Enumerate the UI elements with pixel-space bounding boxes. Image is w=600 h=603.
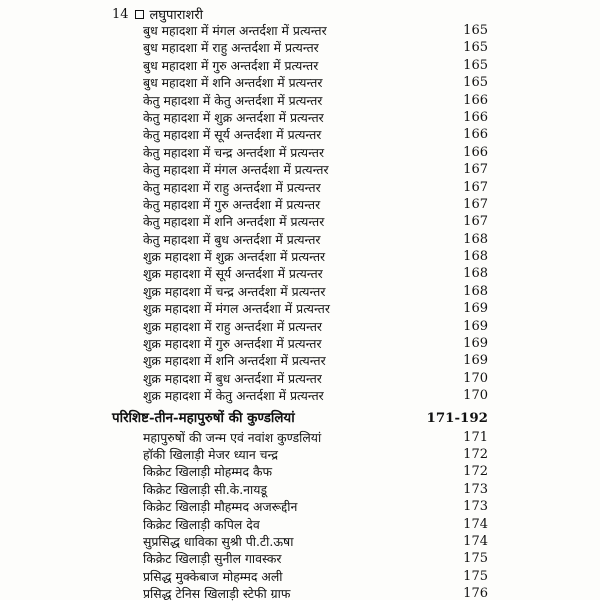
toc-entry-page: 168 <box>463 231 488 247</box>
toc-entry-page: 176 <box>463 586 488 602</box>
toc-entry <box>0 144 600 161</box>
toc-entry-page: 172 <box>463 446 488 462</box>
toc-entry <box>0 213 600 230</box>
toc-entry-page: 169 <box>463 353 488 369</box>
toc-entry <box>0 550 600 567</box>
toc-entry-page: 175 <box>463 568 488 584</box>
toc-entry <box>0 352 600 369</box>
toc-entry-page: 173 <box>463 481 488 497</box>
page-number: 14 <box>112 6 129 22</box>
toc-entry-title: केतु महादशा में बुध अन्तर्दशा में प्रत्यन्तर <box>143 231 321 247</box>
toc-entry-title: शुक्र महादशा में केतु अन्तर्दशा में प्रत्यन्तर <box>143 388 324 404</box>
toc-entry-page: 168 <box>463 266 488 282</box>
toc-entry-title: शुक्र महादशा में बुध अन्तर्दशा में प्रत्यन्तर <box>143 370 322 386</box>
toc-entry <box>0 446 600 463</box>
toc-entry <box>0 248 600 265</box>
toc-entry-page: 166 <box>463 127 488 143</box>
toc-entry-page: 167 <box>463 162 488 178</box>
toc-entry-page: 169 <box>463 318 488 334</box>
toc-entry-title: हॉकी खिलाड़ी मेजर ध्यान चन्द्र <box>143 446 278 462</box>
toc-entry-page: 174 <box>463 516 488 532</box>
toc-entry <box>0 283 600 300</box>
toc-entry-title: केतु महादशा में सूर्य अन्तर्दशा में प्रत्यन्तर <box>143 127 322 143</box>
toc-entry-title: शुक्र महादशा में राहु अन्तर्दशा में प्रत्यन्तर <box>143 318 322 334</box>
toc-entry-title: महापुरुषों की जन्म एवं नवांश कुण्डलियां <box>143 429 322 445</box>
toc-entry <box>0 300 600 317</box>
toc-entry-title: बुध महादशा में गुरु अन्तर्दशा में प्रत्यन्तर <box>143 57 319 73</box>
toc-entry <box>0 126 600 143</box>
toc-entry <box>0 463 600 480</box>
toc-entry-page: 169 <box>463 336 488 352</box>
toc-entry-title: केतु महादशा में गुरु अन्तर्दशा में प्रत्यन्तर <box>143 196 321 212</box>
toc-entry-title: किक्रेट खिलाड़ी मौहम्मद अजरूद्दीन <box>143 499 298 515</box>
toc-entry <box>0 57 600 74</box>
toc-entry-title: शुक्र महादशा में मंगल अन्तर्दशा में प्रत्यन्तर <box>143 301 330 317</box>
toc-entry-title: शुक्र महादशा में सूर्य अन्तर्दशा में प्रत्यन्तर <box>143 266 323 282</box>
toc-entry-page: 166 <box>463 92 488 108</box>
toc-entry-title: बुध महादशा में राहु अन्तर्दशा में प्रत्यन्तर <box>143 40 319 56</box>
section-title: परिशिष्ट-तीन-महापुरुषों की कुण्डलियां <box>112 409 295 426</box>
toc-entry-title: केतु महादशा में राहु अन्तर्दशा में प्रत्यन्तर <box>143 179 321 195</box>
toc-entry-page: 172 <box>463 464 488 480</box>
toc-entry <box>0 231 600 248</box>
toc-entry-title: केतु महादशा में शनि अन्तर्दशा में प्रत्यन्तर <box>143 214 325 230</box>
toc-entry <box>0 533 600 550</box>
book-title: लघुपाराशरी <box>149 8 204 23</box>
toc-entry-title: केतु महादशा में शुक्र अन्तर्दशा में प्रत्यन्तर <box>143 109 324 125</box>
toc-entry-title: बुध महादशा में शनि अन्तर्दशा में प्रत्यन्तर <box>143 75 323 91</box>
toc-entry-page: 165 <box>463 57 488 73</box>
toc-entry <box>0 318 600 335</box>
toc-entry <box>0 516 600 533</box>
toc-entry-title: प्रसिद्ध टेनिस खिलाड़ी स्टेफी ग्राफ <box>143 586 291 602</box>
toc-entry-title: सुप्रसिद्ध धाविका सुश्री पी.टी.ऊषा <box>143 533 294 549</box>
toc-entry-page: 167 <box>463 196 488 212</box>
toc-entry-page: 175 <box>463 551 488 567</box>
toc-entry-page: 165 <box>463 40 488 56</box>
toc-entry-title: बुध महादशा में मंगल अन्तर्दशा में प्रत्यन्तर <box>143 23 327 38</box>
toc-entry-title: किक्रेट खिलाड़ी मोहम्मद कैफ <box>143 464 273 480</box>
toc-entry-title: किक्रेट खिलाड़ी कपिल देव <box>143 516 260 532</box>
toc-entry-title: केतु महादशा में चन्द्र अन्तर्दशा में प्रत्यन्तर <box>143 144 325 160</box>
toc-entry <box>0 74 600 91</box>
toc-entry <box>0 196 600 213</box>
toc-entry-page: 173 <box>463 499 488 515</box>
toc-entry <box>0 429 600 446</box>
toc-entry <box>0 22 600 39</box>
toc-entry-page: 166 <box>463 144 488 160</box>
toc-entry <box>0 568 600 585</box>
toc-entry-page: 169 <box>463 301 488 317</box>
toc-entry-page: 174 <box>463 533 488 549</box>
toc-entry <box>0 179 600 196</box>
section-page-range: 171-192 <box>426 409 488 426</box>
running-header <box>112 5 203 23</box>
toc-entry-page: 170 <box>463 370 488 386</box>
toc-entry <box>0 498 600 515</box>
toc-entry <box>0 370 600 387</box>
toc-entry-page: 170 <box>463 388 488 404</box>
toc-entry-page: 168 <box>463 249 488 265</box>
toc-entry-page: 171 <box>463 429 488 445</box>
toc-entry-page: 165 <box>463 23 488 38</box>
toc-entry <box>0 387 600 404</box>
toc-entry <box>0 92 600 109</box>
toc-entry-page: 167 <box>463 179 488 195</box>
toc-entry-title: केतु महादशा में केतु अन्तर्दशा में प्रत्यन्तर <box>143 92 323 108</box>
toc-entry <box>0 109 600 126</box>
toc-entry-title: किक्रेट खिलाड़ी सी.के.नायडू <box>143 481 268 497</box>
toc-entry-title: शुक्र महादशा में शुक्र अन्तर्दशा में प्रत्यन्तर <box>143 249 326 265</box>
toc-entry <box>0 335 600 352</box>
toc-entry-page: 167 <box>463 214 488 230</box>
toc-entry <box>0 265 600 282</box>
toc-entry-page: 166 <box>463 109 488 125</box>
square-bullet-icon <box>135 10 144 19</box>
toc-entry <box>0 39 600 56</box>
toc-entry-page: 168 <box>463 283 488 299</box>
toc-entry <box>0 161 600 178</box>
toc-entry-title: शुक्र महादशा में गुरु अन्तर्दशा में प्रत्यन्तर <box>143 336 322 352</box>
toc-entry-title: केतु महादशा में मंगल अन्तर्दशा में प्रत्यन्तर <box>143 162 329 178</box>
toc-entry-title: प्रसिद्ध मुक्केबाज मोहम्मद अली <box>143 568 283 584</box>
toc-entry-title: शुक्र महादशा में शनि अन्तर्दशा में प्रत्यन्तर <box>143 353 326 369</box>
toc-entry-title: शुक्र महादशा में चन्द्र अन्तर्दशा में प्रत्यन्तर <box>143 283 326 299</box>
table-of-contents <box>0 22 600 603</box>
toc-entry-title: किक्रेट खिलाड़ी सुनील गावस्कर <box>143 551 282 567</box>
toc-entry <box>0 481 600 498</box>
toc-section-heading <box>0 408 600 429</box>
toc-entry-page: 165 <box>463 75 488 91</box>
